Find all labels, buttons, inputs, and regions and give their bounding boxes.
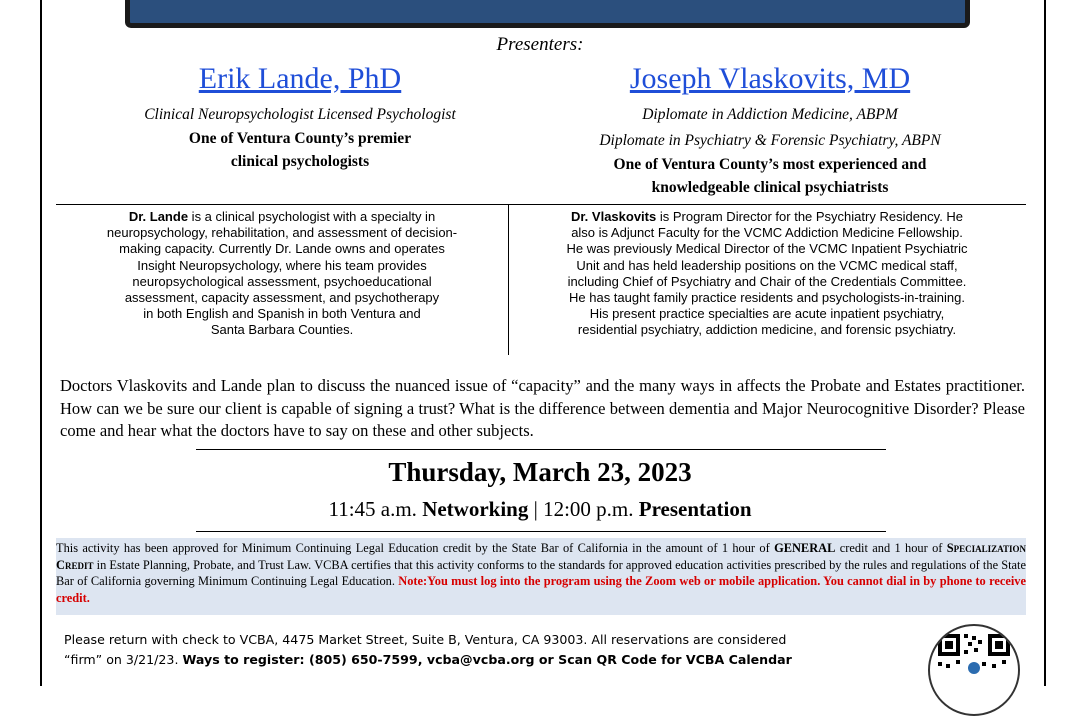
presenter-name-vlaskovits[interactable]: Joseph Vlaskovits, MD xyxy=(629,62,911,95)
networking-label: Networking xyxy=(422,497,529,521)
date-bottom-rule xyxy=(196,531,886,532)
bio-line: making capacity. Currently Dr. Lande owns and operates xyxy=(119,241,445,257)
date-top-rule xyxy=(196,449,886,450)
bio-top-rule xyxy=(56,204,1026,205)
bio-divider xyxy=(508,205,509,355)
zoom-note: Note:You must log into the program using the Zoom web or mobile application. You cannot dial in by phone to receive credit. xyxy=(56,574,1027,605)
bio-line: also is Adjunct Faculty for the VCMC Addiction Medicine Fellowship. xyxy=(571,225,963,241)
registration-info xyxy=(64,630,924,670)
bio-line: residential psychiatry, addiction medicine, and forensic psychiatry. xyxy=(577,322,957,338)
event-date: Thursday, March 23, 2023 xyxy=(388,457,692,487)
presenter-desc-lande-1: One of Ventura County’s premier xyxy=(188,130,412,147)
qr-code-graphic xyxy=(930,626,1018,714)
bio-line: Dr. Lande is a clinical psychologist with a specialty in xyxy=(128,209,436,224)
bio-line: He has taught family practice residents and psychologists-in-training. xyxy=(569,290,965,306)
bio-line: He was previously Medical Director of the VCMC Inpatient Psychiatric xyxy=(566,241,968,257)
registration-ways[interactable]: Ways to register: (805) 650-7599, vcba@vcba.org or Scan QR Code for VCBA Calendar xyxy=(182,652,792,667)
bio-line: assessment, capacity assessment, and psychotherapy xyxy=(124,290,440,306)
general-credit-label: GENERAL xyxy=(774,541,836,555)
bio-lead-name: Dr. Lande xyxy=(128,209,189,224)
bio-line: in both English and Spanish in both Ventura and xyxy=(143,306,421,322)
presenter-title-lande: Clinical Neuropsychologist Licensed Psychologist xyxy=(144,106,456,123)
bio-line: Unit and has held leadership positions on the VCMC medical staff, xyxy=(576,257,958,273)
specialization-credit-label: Specialization Credit xyxy=(56,541,1026,572)
networking-time: 11:45 a.m. xyxy=(328,497,417,521)
bio-line: Santa Barbara Counties. xyxy=(210,322,354,338)
registration-line-2: “firm” on 3/21/23. Ways to register: (805) 650-7599, vcba@vcba.org or Scan QR Code for VCBA Calendar xyxy=(64,652,792,667)
event-time xyxy=(0,497,1080,522)
time-separator: | xyxy=(533,497,538,521)
presentation-time: 12:00 p.m. xyxy=(543,497,634,521)
header-banner xyxy=(125,0,970,28)
presenter-name-lande[interactable]: Erik Lande, PhD xyxy=(198,62,402,95)
bio-line: neuropsychology, rehabilitation, and assessment of decision- xyxy=(106,225,458,241)
bio-line: His present practice specialties are acute inpatient psychiatry, xyxy=(589,306,945,322)
registration-line-1: Please return with check to VCBA, 4475 Market Street, Suite B, Ventura, CA 93003. All reservations are considered xyxy=(64,632,787,647)
presenter-title-vlaskovits-2: Diplomate in Psychiatry & Forensic Psychiatry, ABPN xyxy=(599,132,941,149)
presenter-desc-vlaskovits-1: One of Ventura County’s most experienced and xyxy=(613,156,927,173)
event-summary: Doctors Vlaskovits and Lande plan to discuss the nuanced issue of “capacity” and the many ways in affects the Probate and Estates practitioner. How can we be sure our client is capable of signing a trust? What is the difference between dementia and Major Neurocognitive Disorder? Please come and hear what the doctors have to say on these and other subjects. xyxy=(60,376,1025,440)
bio-line: neuropsychological assessment, psychoeducational xyxy=(132,273,432,289)
mcle-notice: This activity has been approved for Minimum Continuing Legal Education credit by the State Bar of California in the amount of 1 hour of GENERAL credit and 1 hour of Specialization Credit in Estate Planning, Probate, and Trust Law. VCBA certifies that this activity conforms to the standards for approved education activities prescribed by the rules and regulations of the State Bar of California governing Minimum Continuing Legal Education. Note:You must log into the program using the Zoom web or mobile application. You cannot dial in by phone to receive credit. xyxy=(56,538,1026,615)
bio-line: Insight Neuropsychology, where his team provides xyxy=(137,257,427,273)
bio-line: Dr. Vlaskovits is Program Director for the Psychiatry Residency. He xyxy=(570,209,964,224)
presentation-label: Presentation xyxy=(638,497,752,521)
presenter-desc-lande-2: clinical psychologists xyxy=(230,153,370,170)
bio-vlaskovits xyxy=(512,209,1022,339)
bio-line: including Chief of Psychiatry and Chair of the Credentials Committee. xyxy=(567,273,967,289)
bio-lande xyxy=(62,209,502,339)
presenter-desc-vlaskovits-2: knowledgeable clinical psychiatrists xyxy=(651,179,889,196)
bio-lead-name: Dr. Vlaskovits xyxy=(570,209,657,224)
presenter-title-vlaskovits-1: Diplomate in Addiction Medicine, ABPM xyxy=(642,106,898,123)
presenters-label: Presenters: xyxy=(496,34,584,55)
qr-code-icon[interactable] xyxy=(928,624,1020,716)
